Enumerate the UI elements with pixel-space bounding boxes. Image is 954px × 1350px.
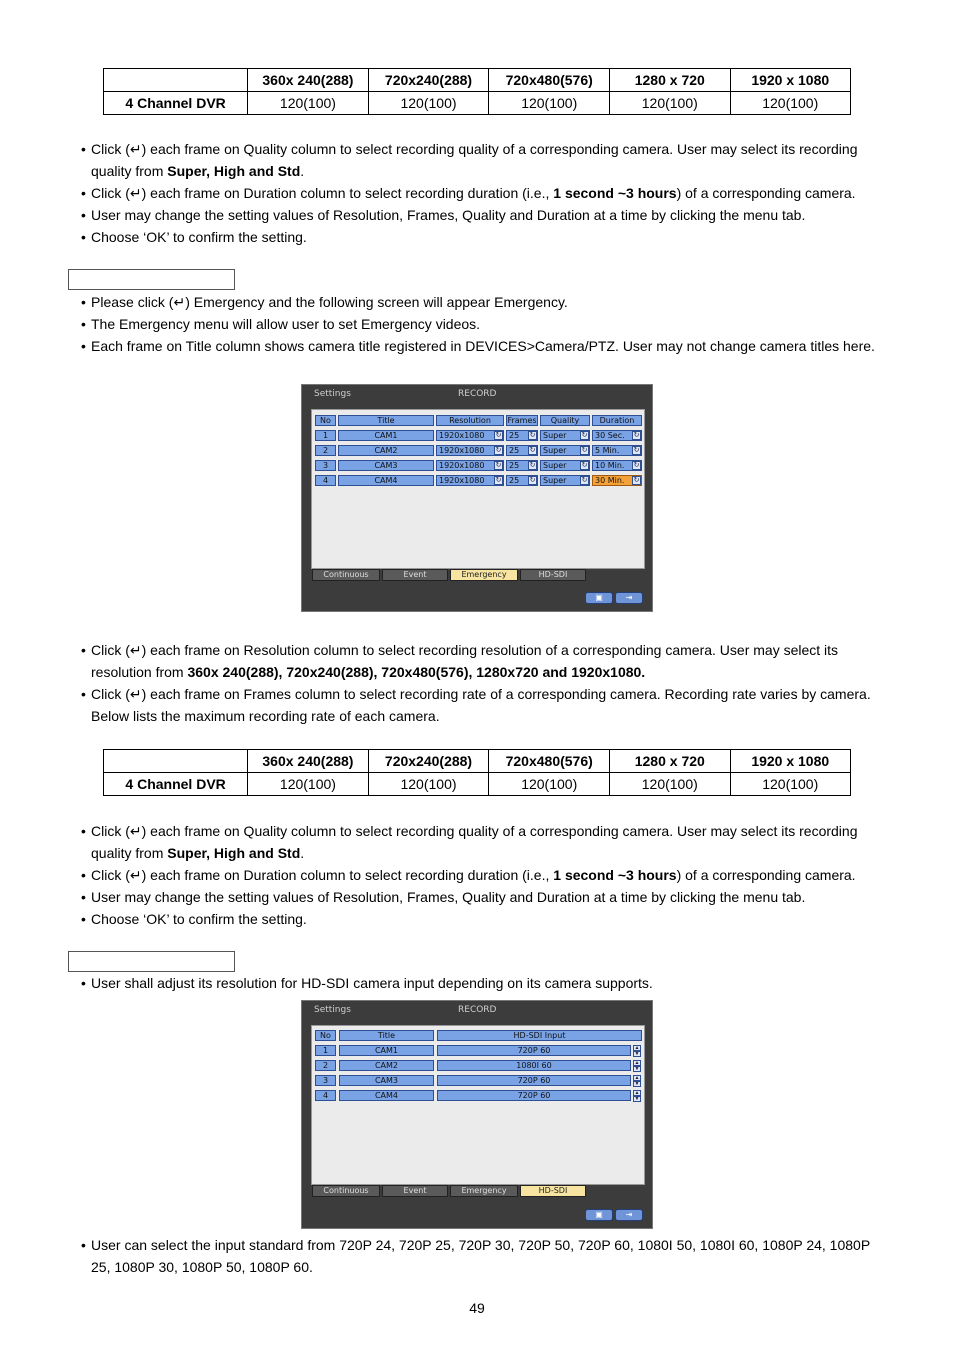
section-heading-box-hd-sdi <box>68 951 235 972</box>
table-header-cell: 720x240(288) <box>368 750 489 773</box>
save-button[interactable] <box>585 1209 613 1221</box>
column-header-hd-sdi-input: HD-SDI Input <box>437 1030 642 1041</box>
column-header-no: No <box>315 415 336 426</box>
screen-title: RECORD <box>458 1005 497 1015</box>
table-header-cell: 720x480(576) <box>489 750 610 773</box>
save-icon: ▣ <box>595 1210 603 1219</box>
bullet-list-emergency <box>81 291 891 357</box>
bullet-list-hd-sdi <box>81 972 891 994</box>
duration-select[interactable]: 10 Min. <box>592 460 642 471</box>
chevron-down-icon[interactable]: ▼ <box>634 1096 640 1102</box>
cycle-icon[interactable]: ↻ <box>495 447 502 454</box>
table-cell: 120(100) <box>610 92 730 115</box>
row-no: 4 <box>315 1090 336 1101</box>
cycle-icon[interactable]: ↻ <box>495 432 502 439</box>
list-item: • The Emergency menu will allow user to set Emergency videos. <box>81 313 891 335</box>
row-title: CAM3 <box>338 460 434 471</box>
row-no: 2 <box>315 1060 336 1071</box>
frames-select[interactable]: 25 <box>506 430 538 441</box>
list-item: • Choose ‘OK’ to confirm the setting. <box>81 908 891 930</box>
dvr-record-screen-emergency <box>301 384 653 612</box>
table-cell: 120(100) <box>730 92 851 115</box>
cycle-icon[interactable]: ↻ <box>633 462 640 469</box>
quality-select[interactable]: Super <box>540 475 590 486</box>
row-title: CAM3 <box>339 1075 434 1086</box>
record-panel <box>311 409 645 569</box>
section-heading-box-emergency <box>68 269 235 290</box>
table-header-cell: 360x 240(288) <box>248 69 368 92</box>
table-cell: 120(100) <box>610 773 730 796</box>
table-header-cell: 1280 x 720 <box>610 750 730 773</box>
cycle-icon[interactable]: ↻ <box>581 462 588 469</box>
frames-select[interactable]: 25 <box>506 460 538 471</box>
table-cell: 120(100) <box>368 92 489 115</box>
save-icon: ▣ <box>595 593 603 602</box>
list-item: • User may change the setting values of Resolution, Frames, Quality and Duration at a time by clicking the menu tab. <box>81 886 891 908</box>
row-title: CAM2 <box>338 445 434 456</box>
table-header-cell: 1920 x 1080 <box>730 69 851 92</box>
list-item: • User shall adjust its resolution for HD-SDI camera input depending on its camera supports. <box>81 972 891 994</box>
table-cell: 120(100) <box>368 773 489 796</box>
column-header-duration: Duration <box>592 415 642 426</box>
exit-icon: ⇥ <box>625 593 633 602</box>
dvr-record-screen-hd-sdi <box>301 1000 653 1229</box>
exit-button[interactable] <box>615 1209 643 1221</box>
cycle-icon[interactable]: ↻ <box>633 432 640 439</box>
bullet-list-final <box>81 1234 891 1278</box>
tab-continuous[interactable]: Continuous <box>312 569 380 581</box>
hd-sdi-panel <box>311 1025 645 1185</box>
row-no: 1 <box>315 1045 336 1056</box>
table-header-cell <box>104 69 248 92</box>
table-header-cell: 1920 x 1080 <box>730 750 851 773</box>
quality-select[interactable]: Super <box>540 445 590 456</box>
list-item: • Click (↵) each frame on Duration column to select recording duration (i.e., 1 second ~3 hours) of a corresponding camera. <box>81 864 891 886</box>
save-button[interactable] <box>585 592 613 604</box>
column-header-frames: Frames <box>507 416 537 425</box>
column-header-title: Title <box>339 1030 434 1041</box>
table-row-label: 4 Channel DVR <box>104 92 248 115</box>
table-header-cell: 720x480(576) <box>489 69 610 92</box>
row-no: 2 <box>315 445 336 456</box>
tab-emergency[interactable]: Emergency <box>450 1185 518 1197</box>
cycle-icon[interactable]: ↻ <box>529 432 536 439</box>
row-title: CAM1 <box>339 1045 434 1056</box>
hd-sdi-input-select[interactable]: 720P 60 <box>437 1090 631 1101</box>
list-item: • Click (↵) each frame on Duration column to select recording duration (i.e., 1 second ~3 hours) of a corresponding camera. <box>81 182 891 204</box>
tab-event[interactable]: Event <box>382 569 448 581</box>
table-header-cell <box>104 750 248 773</box>
tab-continuous[interactable]: Continuous <box>312 1185 380 1197</box>
table-cell: 120(100) <box>730 773 851 796</box>
table-cell: 120(100) <box>489 773 610 796</box>
resolution-rate-table-2 <box>103 749 851 796</box>
list-item: • Click (↵) each frame on Resolution column to select recording resolution of a corresponding camera. User may select its resolution from 360x 240(288), 720x240(288), 720x480(576), 1280x720 and 1920x1080. <box>81 639 891 683</box>
cycle-icon[interactable]: ↻ <box>529 462 536 469</box>
row-no: 3 <box>315 460 336 471</box>
screen-title: RECORD <box>458 389 497 399</box>
row-no: 1 <box>315 430 336 441</box>
duration-select-highlighted[interactable]: 30 Min. <box>592 475 642 486</box>
list-item: • Click (↵) each frame on Quality column to select recording quality of a corresponding camera. User may select its recording quality from Super, High and Std. <box>81 138 891 182</box>
frames-select[interactable]: 25 <box>506 445 538 456</box>
duration-select[interactable]: 5 Min. <box>592 445 642 456</box>
cycle-icon[interactable]: ↻ <box>633 477 640 484</box>
cycle-icon[interactable]: ↻ <box>529 447 536 454</box>
table-cell: 120(100) <box>248 92 368 115</box>
table-header-row <box>104 750 851 773</box>
cycle-icon[interactable]: ↻ <box>581 447 588 454</box>
table-header-cell: 360x 240(288) <box>248 750 368 773</box>
duration-select[interactable]: 30 Sec. <box>592 430 642 441</box>
bullet-list-b <box>81 639 891 727</box>
table-header-cell: 1280 x 720 <box>610 69 730 92</box>
table-header-cell: 720x240(288) <box>368 69 489 92</box>
table-row <box>104 773 851 796</box>
list-item: • Choose ‘OK’ to confirm the setting. <box>81 226 891 248</box>
row-title: CAM4 <box>339 1090 434 1101</box>
resolution-rate-table-1 <box>103 68 851 115</box>
settings-label: Settings <box>314 389 351 399</box>
tab-emergency[interactable]: Emergency <box>450 569 518 581</box>
cycle-icon[interactable]: ↻ <box>633 447 640 454</box>
quality-select[interactable]: Super <box>540 430 590 441</box>
row-no: 3 <box>315 1075 336 1086</box>
hd-sdi-input-select[interactable]: 720P 60 <box>437 1045 631 1056</box>
hd-sdi-input-select[interactable]: 1080I 60 <box>437 1060 631 1071</box>
chevron-up-icon[interactable]: ▲ <box>634 1045 640 1051</box>
list-item: • Please click (↵) Emergency and the following screen will appear Emergency. <box>81 291 891 313</box>
tab-event[interactable]: Event <box>382 1185 448 1197</box>
column-header-quality: Quality <box>540 415 590 426</box>
row-no: 4 <box>315 475 336 486</box>
cycle-icon[interactable]: ↻ <box>495 477 502 484</box>
cycle-icon[interactable]: ↻ <box>581 477 588 484</box>
list-item: • Click (↵) each frame on Quality column to select recording quality of a corresponding camera. User may select its recording quality from Super, High and Std. <box>81 820 891 864</box>
list-item: • User can select the input standard from 720P 24, 720P 25, 720P 30, 720P 50, 720P 60, 1080I 50, 1080I 60, 1080P 24, 1080P 25, 1080P 30, 1080P 50, 1080P 60. <box>81 1234 891 1278</box>
table-row <box>104 92 851 115</box>
resolution-select[interactable]: 1920x1080 <box>436 430 504 441</box>
row-title: CAM1 <box>338 430 434 441</box>
chevron-up-icon[interactable]: ▲ <box>634 1075 640 1081</box>
list-item: • User may change the setting values of Resolution, Frames, Quality and Duration at a time by clicking the menu tab. <box>81 204 891 226</box>
tab-hd-sdi[interactable]: HD-SDI <box>520 569 586 581</box>
chevron-down-icon[interactable]: ▼ <box>634 1066 640 1072</box>
exit-icon: ⇥ <box>625 1210 633 1219</box>
quality-select[interactable]: Super <box>540 460 590 471</box>
tab-hd-sdi[interactable]: HD-SDI <box>520 1185 586 1197</box>
bullet-list-a <box>81 138 891 248</box>
chevron-down-icon[interactable]: ▼ <box>634 1081 640 1087</box>
table-header-row <box>104 69 851 92</box>
resolution-select[interactable]: 1920x1080 <box>436 475 504 486</box>
hd-sdi-input-select[interactable]: 720P 60 <box>437 1075 631 1086</box>
table-cell: 120(100) <box>248 773 368 796</box>
list-item: • Click (↵) each frame on Frames column to select recording rate of a corresponding camera. Recording rate varies by camera. Below lists the maximum recording rate of each camera. <box>81 683 891 727</box>
cycle-icon[interactable]: ↻ <box>529 477 536 484</box>
table-row-label: 4 Channel DVR <box>104 773 248 796</box>
column-header-no: No <box>315 1030 336 1041</box>
column-header-title: Title <box>338 415 434 426</box>
row-title: CAM2 <box>339 1060 434 1071</box>
chevron-up-icon[interactable]: ▲ <box>634 1060 640 1066</box>
chevron-down-icon[interactable]: ▼ <box>634 1051 640 1057</box>
exit-button[interactable] <box>615 592 643 604</box>
frames-select[interactable]: 25 <box>506 475 538 486</box>
cycle-icon[interactable]: ↻ <box>581 432 588 439</box>
settings-label: Settings <box>314 1005 351 1015</box>
table-cell: 120(100) <box>489 92 610 115</box>
resolution-select[interactable]: 1920x1080 <box>436 445 504 456</box>
page-number: 49 <box>469 1300 485 1316</box>
list-item: • Each frame on Title column shows camera title registered in DEVICES>Camera/PTZ. User may not change camera titles here. <box>81 335 891 357</box>
chevron-up-icon[interactable]: ▲ <box>634 1090 640 1096</box>
bullet-list-c <box>81 820 891 930</box>
row-title: CAM4 <box>338 475 434 486</box>
cycle-icon[interactable]: ↻ <box>495 462 502 469</box>
resolution-select[interactable]: 1920x1080 <box>436 460 504 471</box>
column-header-resolution: Resolution <box>436 415 504 426</box>
